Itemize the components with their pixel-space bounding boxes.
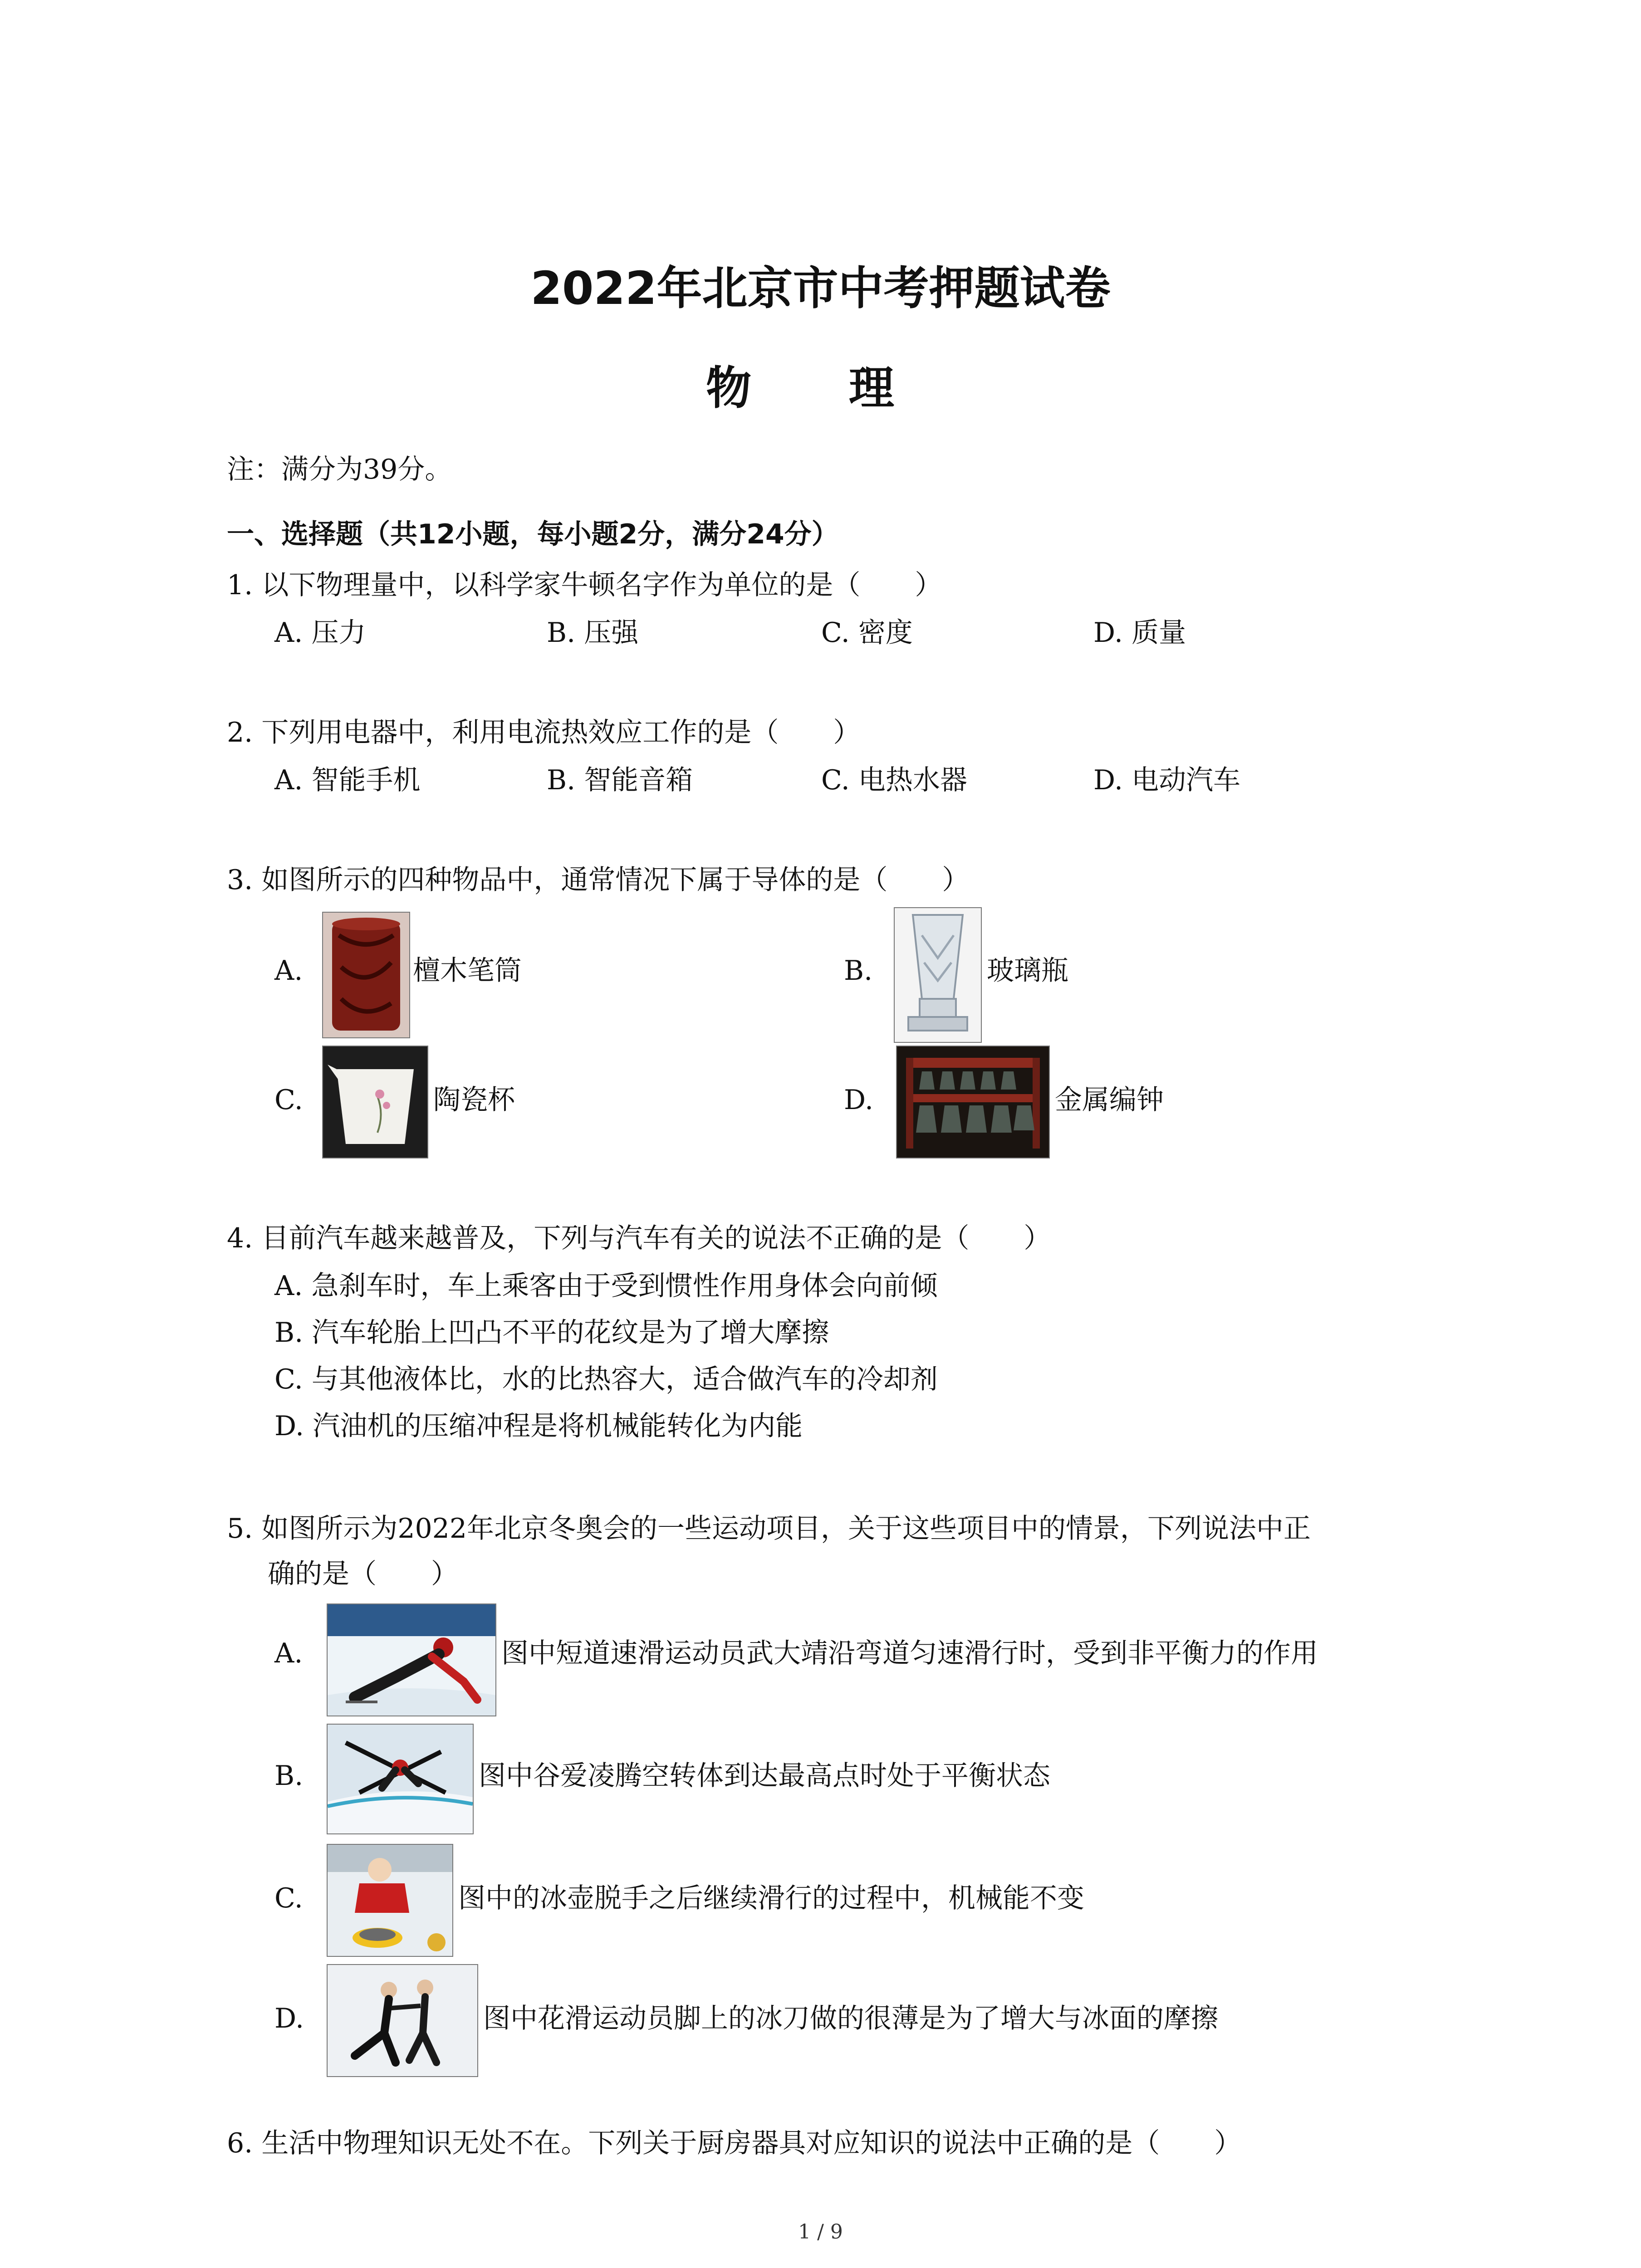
question-4-option-b: B. 汽车轮胎上凹凸不平的花纹是为了增大摩擦 <box>274 1317 829 1349</box>
question-2-stem: 2. 下列用电器中，利用电流热效应工作的是（ ） <box>227 717 861 748</box>
question-4-option-c: C. 与其他液体比，水的比热容大，适合做汽车的冷却剂 <box>274 1364 938 1395</box>
question-5-option-c-text: 图中的冰壶脱手之后继续滑行的过程中，机械能不变 <box>458 1882 1084 1914</box>
question-4-option-a: A. 急刹车时，车上乘客由于受到惯性作用身体会向前倾 <box>274 1270 938 1302</box>
question-5-option-b-letter: B. <box>274 1760 304 1792</box>
question-5-stem-line1: 5. 如图所示为2022年北京冬奥会的一些运动项目，关于这些项目中的情景，下列说法中正 <box>227 1513 1311 1545</box>
question-2-option-a: A. 智能手机 <box>274 764 421 796</box>
figure-skating-image <box>327 1964 478 2077</box>
question-3-option-a-text: 檀木笔筒 <box>413 955 522 987</box>
question-2-option-d: D. 电动汽车 <box>1093 764 1241 796</box>
question-5-stem-line2: 确的是（ ） <box>268 1558 458 1590</box>
question-2-option-b: B. 智能音箱 <box>547 764 693 796</box>
score-note: 注：满分为39分。 <box>227 454 452 485</box>
question-1-option-d: D. 质量 <box>1093 617 1186 649</box>
question-3-option-d-text: 金属编钟 <box>1055 1084 1164 1116</box>
question-5-option-d-letter: D. <box>274 2003 304 2034</box>
question-1-option-c: C. 密度 <box>821 617 913 649</box>
question-6-stem: 6. 生活中物理知识无处不在。下列关于厨房器具对应知识的说法中正确的是（ ） <box>227 2127 1242 2159</box>
question-3-stem: 3. 如图所示的四种物品中，通常情况下属于导体的是（ ） <box>227 864 970 896</box>
section-heading: 一、选择题（共12小题，每小题2分，满分24分） <box>227 518 839 550</box>
question-5-option-a-letter: A. <box>274 1637 303 1669</box>
question-5-option-c-letter: C. <box>274 1882 303 1914</box>
question-3-option-b-text: 玻璃瓶 <box>987 955 1068 987</box>
glass-vase-image <box>894 907 982 1043</box>
page-number: 1 / 9 <box>798 2220 843 2244</box>
question-5-option-b-text: 图中谷爱凌腾空转体到达最高点时处于平衡状态 <box>479 1760 1050 1792</box>
metal-bells-image <box>896 1046 1050 1158</box>
question-3-option-c-text: 陶瓷杯 <box>433 1084 515 1116</box>
question-3-option-b-letter: B. <box>844 955 873 987</box>
question-1-option-a: A. 压力 <box>274 617 366 649</box>
ceramic-cup-image <box>322 1046 428 1158</box>
page-title: 2022年北京市中考押题试卷 <box>530 262 1111 315</box>
question-4-option-d: D. 汽油机的压缩冲程是将机械能转化为内能 <box>274 1410 803 1442</box>
question-3-option-a-letter: A. <box>274 955 303 987</box>
question-1-stem: 1. 以下物理量中，以科学家牛顿名字作为单位的是（ ） <box>227 569 942 601</box>
question-3-option-c-letter: C. <box>274 1084 303 1116</box>
question-4-stem: 4. 目前汽车越来越普及，下列与汽车有关的说法不正确的是（ ） <box>227 1222 1051 1254</box>
speed-skating-image <box>327 1603 496 1716</box>
question-5-option-a-text: 图中短道速滑运动员武大靖沿弯道匀速滑行时，受到非平衡力的作用 <box>501 1637 1318 1669</box>
subject-title: 物 理 <box>706 362 935 415</box>
question-1-option-b: B. 压强 <box>547 617 639 649</box>
question-2-option-c: C. 电热水器 <box>821 764 967 796</box>
freestyle-ski-image <box>327 1724 474 1834</box>
question-5-option-d-text: 图中花滑运动员脚上的冰刀做的很薄是为了增大与冰面的摩擦 <box>483 2003 1218 2034</box>
question-3-option-d-letter: D. <box>844 1084 874 1116</box>
sandalwood-pen-holder-image <box>322 912 410 1038</box>
curling-image <box>327 1844 453 1957</box>
